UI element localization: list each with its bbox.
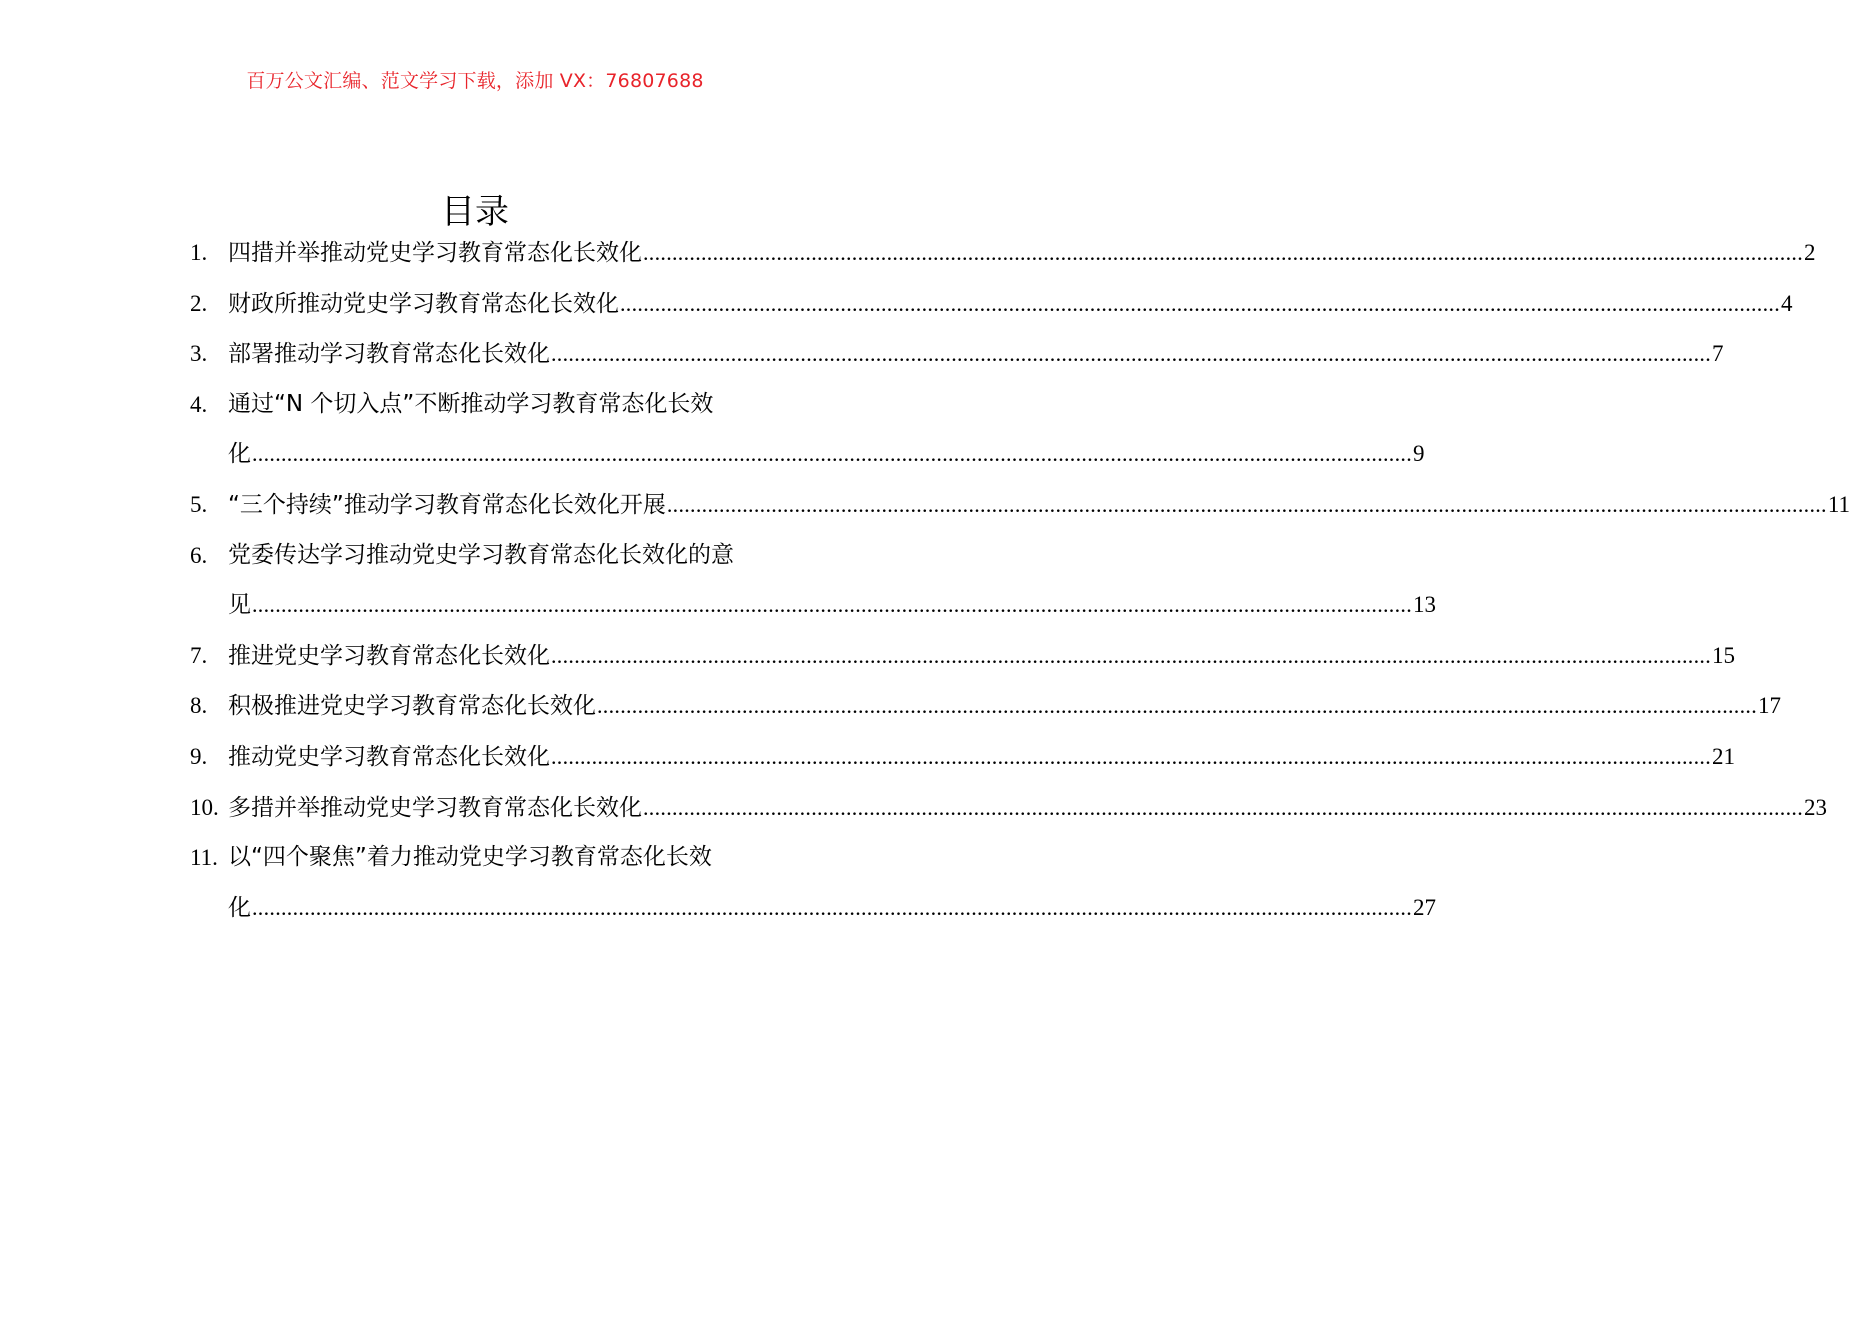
- toc-entry-number: 2.: [190, 290, 208, 316]
- toc-page-number: 7: [1712, 341, 1724, 367]
- toc-page-number: 2: [1804, 240, 1816, 265]
- toc-entry-title: 推进党史学习教育常态化长效化: [228, 642, 550, 669]
- toc-entry-title: 多措并举推动党史学习教育常态化长效化: [228, 794, 642, 821]
- toc-page-number: 21: [1712, 743, 1735, 769]
- toc-page-number: 11: [1827, 491, 1850, 517]
- toc-entry[interactable]: [190, 531, 1436, 631]
- toc-entry-number: 9.: [190, 743, 208, 769]
- toc-entry[interactable]: [190, 380, 1425, 480]
- toc-entry-number: 10.: [190, 794, 219, 820]
- toc-page-number: 4: [1781, 290, 1793, 316]
- toc-entry-title: 财政所推动党史学习教育常态化长效化: [228, 290, 619, 317]
- toc-leader-dots: ........................................................................................................................................................................................................: [252, 592, 1412, 618]
- toc-leader-dots: ........................................................................................................................................................................................................: [252, 894, 1412, 920]
- toc-entry-title: 积极推进党史学习教育常态化长效化: [228, 693, 596, 720]
- toc-entry-title: “三个持续”推动学习教育常态化长效化开展: [228, 491, 666, 518]
- toc-page-number: 23: [1804, 794, 1827, 820]
- toc-entry[interactable]: [190, 631, 1735, 682]
- toc-leader-dots: ........................................................................................................................................................................................................: [252, 441, 1412, 467]
- toc-leader-dots: ........................................................................................................................................................................................................: [551, 341, 1711, 367]
- toc-entry[interactable]: [190, 329, 1724, 380]
- toc-entry-number: 3.: [190, 341, 208, 367]
- toc-leader-dots: ........................................................................................................................................................................................................: [551, 642, 1711, 668]
- toc-leader-dots: ........................................................................................................................................................................................................: [643, 240, 1803, 265]
- toc-entry[interactable]: [190, 833, 1436, 933]
- toc-entry[interactable]: [190, 228, 1816, 279]
- toc-entry-title: 见: [228, 592, 251, 619]
- toc-entry-title: 部署推动学习教育常态化长效化: [228, 341, 550, 368]
- toc-entry-number: 4.: [190, 391, 208, 417]
- toc-leader-dots: ........................................................................................................................................................................................................: [597, 693, 1757, 719]
- header-banner: 百万公文汇编、范文学习下载，添加 VX：76807688: [246, 70, 704, 92]
- toc-entry-title: 化: [228, 894, 251, 921]
- toc-leader-dots: ........................................................................................................................................................................................................: [643, 794, 1803, 820]
- toc-entry-title: 推动党史学习教育常态化长效化: [228, 743, 550, 770]
- toc-entry-title: 以“四个聚焦”着力推动党史学习教育常态化长效: [228, 844, 712, 871]
- toc-entry-number: 7.: [190, 642, 208, 668]
- toc-entry-title: 四措并举推动党史学习教育常态化长效化: [228, 240, 642, 266]
- toc-leader-dots: ........................................................................................................................................................................................................: [551, 743, 1711, 769]
- toc-entry-number: 5.: [190, 491, 208, 517]
- toc-entry-title: 化: [228, 441, 251, 468]
- toc-page-number: 15: [1712, 642, 1735, 668]
- toc-title: 目录: [441, 192, 509, 232]
- toc-page-number: 17: [1758, 693, 1781, 719]
- toc-entry[interactable]: [190, 732, 1735, 783]
- toc-entry[interactable]: [190, 279, 1793, 330]
- toc-entry-title: 通过“N 个切入点”不断推动学习教育常态化长效: [228, 390, 714, 417]
- toc-leader-dots: ........................................................................................................................................................................................................: [620, 290, 1780, 316]
- toc-entry-number: 1.: [190, 240, 208, 265]
- toc-entry[interactable]: [190, 783, 1827, 834]
- toc-entry-number: 8.: [190, 693, 208, 719]
- table-of-contents: [190, 228, 1850, 933]
- toc-entry-number: 11.: [190, 845, 218, 871]
- toc-entry-number: 6.: [190, 542, 208, 568]
- toc-leader-dots: ........................................................................................................................................................................................................: [666, 491, 1827, 517]
- toc-entry[interactable]: [190, 480, 1850, 531]
- toc-entry-title: 党委传达学习推动党史学习教育常态化长效化的意: [228, 541, 734, 568]
- toc-entry[interactable]: [190, 681, 1781, 732]
- toc-page-number: 13: [1413, 592, 1436, 618]
- toc-page-number: 9: [1413, 441, 1425, 467]
- toc-page-number: 27: [1413, 894, 1436, 920]
